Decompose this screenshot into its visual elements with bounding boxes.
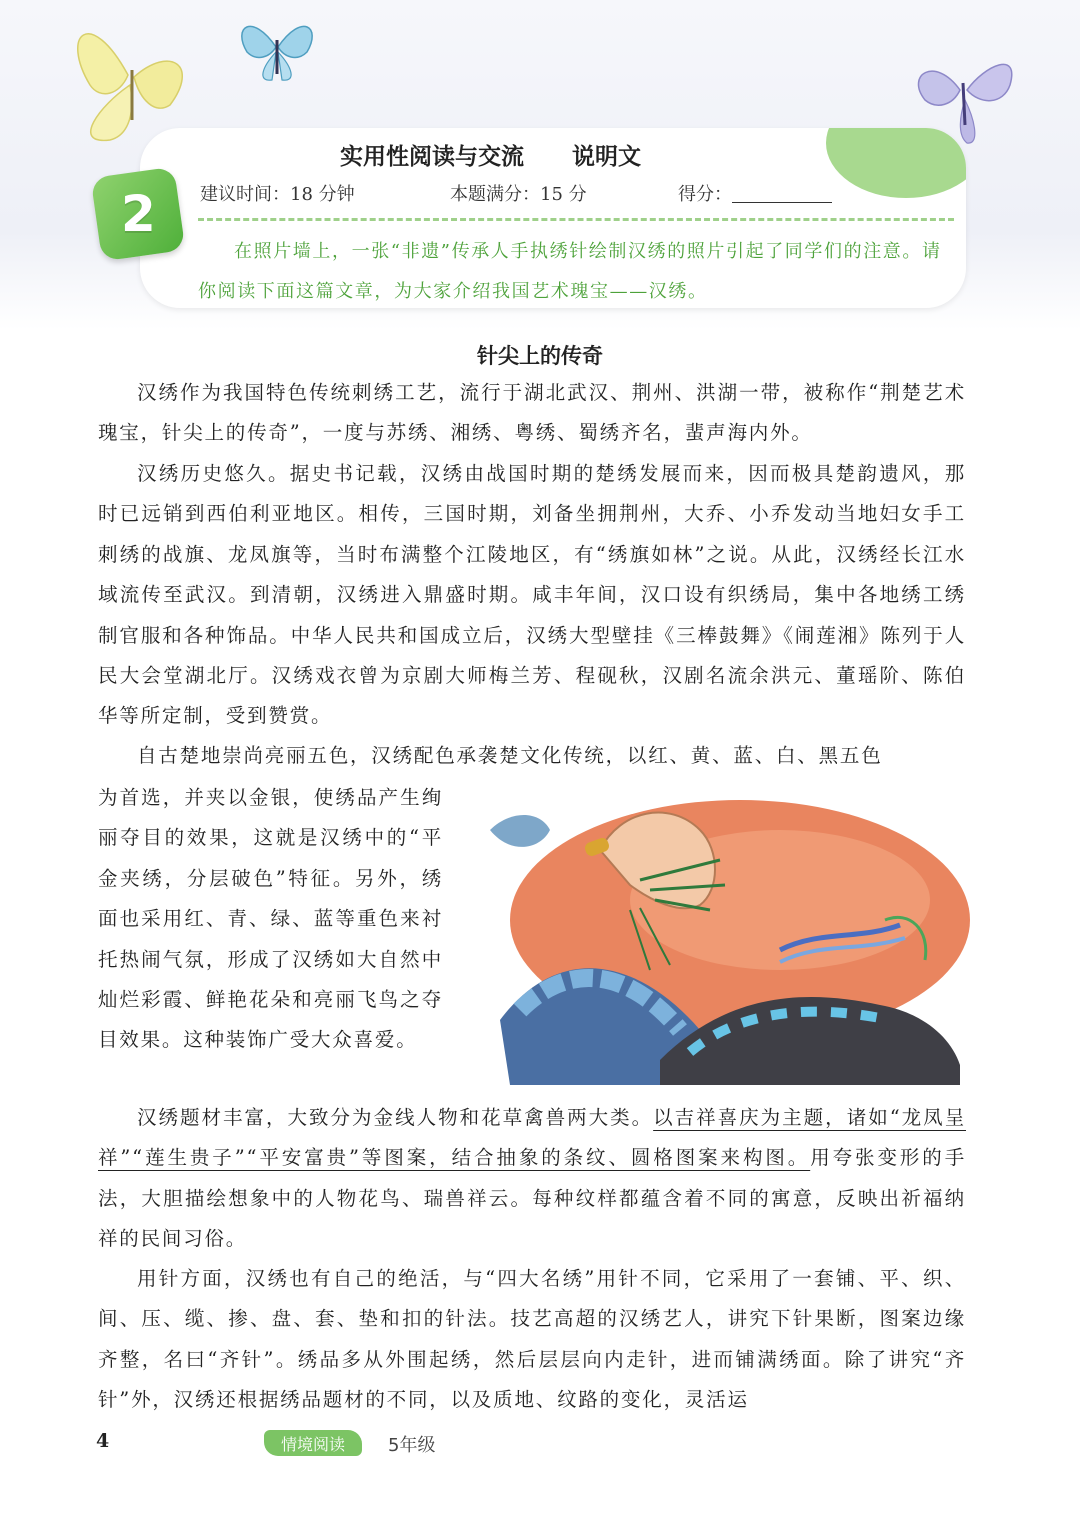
paragraph-2: 汉绣历史悠久。据史书记载，汉绣由战国时期的楚绣发展而来，因而极具楚韵遗风，那时已远销到西伯利亚地区。相传，三国时期，刘备坐拥荆州，大乔、小乔发动当地妇女手工刺绣的战旗、龙凤旗等，当时布满整个江陵地区，有“绣旗如林”之说。从此，汉绣经长江水域流传至武汉。到清朝，汉绣进入鼎盛时期。咸丰年间，汉口设有织绣局，集中各地绣工绣制官服和各种饰品。中华人民共和国成立后，汉绣大型壁挂《三棒鼓舞》《闹莲湘》陈列于人民大会堂湖北厅。汉绣戏衣曾为京剧大师梅兰芳、程砚秋，汉剧名流余洪元、董瑶阶、陈伯华等所定制，受到赞赏。	[98, 462, 966, 728]
book-series-label: 情境阅读	[280, 1434, 345, 1454]
suggested-time: 建议时间：18 分钟	[200, 184, 355, 205]
grade-label: 5年级	[388, 1435, 436, 1456]
book-series-tag	[264, 1430, 362, 1456]
paragraph-3-continued: 为首选，并夹以金银，使绣品产生绚丽夺目的效果，这就是汉绣中的“平金夹绣，分层破色”特征。另外，绣面也采用红、青、绿、蓝等重色来衬托热闹气氛，形成了汉绣如大自然中灿烂彩霞、鲜艳花朵和亮丽飞鸟之夺目效果。这种装饰广受大众喜爱。	[98, 786, 443, 1052]
exercise-intro: 在照片墙上，一张“非遗”传承人手执绣针绘制汉绣的照片引起了同学们的注意。请你阅读下面这篇文章，为大家介绍我国艺术瑰宝——汉绣。	[198, 241, 942, 302]
paragraph-4	[98, 1098, 966, 1260]
butterfly-blue-illustration	[232, 12, 322, 87]
green-decoration	[826, 128, 966, 198]
article-title: 针尖上的传奇	[477, 344, 603, 368]
score-label: 得分：	[678, 184, 732, 205]
exercise-number: 2	[120, 185, 156, 244]
dashed-divider	[198, 218, 954, 221]
paragraph-4-start: 汉绣题材丰富，大致分为金线人物和花草禽兽两大类。	[137, 1106, 654, 1129]
section-text-type: 说明文	[572, 144, 641, 170]
paragraph-1: 汉绣作为我国特色传统刺绣工艺，流行于湖北武汉、荆州、洪湖一带，被称作“荆楚艺术瑰宝，针尖上的传奇”，一度与苏绣、湘绣、粤绣、蜀绣齐名，蜚声海内外。	[98, 381, 966, 445]
exercise-number-badge	[91, 167, 186, 262]
section-title	[340, 138, 740, 171]
paragraph-4-underlined-sentence: 以吉祥喜庆为主题，诸如“龙凤呈祥”“莲生贵子”“平安富贵”等图案，结合抽象的条纹、圆格图案来构图。	[98, 1106, 966, 1170]
score-blank[interactable]	[732, 202, 832, 203]
full-score: 本题满分：15 分	[450, 184, 587, 205]
page-number: 4	[96, 1430, 110, 1452]
section-category: 实用性阅读与交流	[340, 144, 524, 170]
paragraph-3-first-line: 自古楚地崇尚亮丽五色，汉绣配色承袭楚文化传统，以红、黄、蓝、白、黑五色	[137, 744, 883, 767]
embroidery-illustration	[480, 790, 970, 1090]
paragraph-4-end: 用夸张变形的手法，大胆描绘想象中的人物花鸟、瑞兽祥云。每种纹样都蕴含着不同的寓意，反映出祈福纳祥的民间习俗。	[98, 1146, 966, 1251]
paragraph-5: 用针方面，汉绣也有自己的绝活，与“四大名绣”用针不同，它采用了一套铺、平、织、间、压、缆、掺、盘、套、垫和扣的针法。技艺高超的汉绣艺人，讲究下针果断，图案边缘齐整，名曰“齐针”。绣品多从外围起绣，然后层层向内走针，进而铺满绣面。除了讲究“齐针”外，汉绣还根据绣品题材的不同，以及质地、纹路的变化，灵活运	[98, 1267, 966, 1412]
